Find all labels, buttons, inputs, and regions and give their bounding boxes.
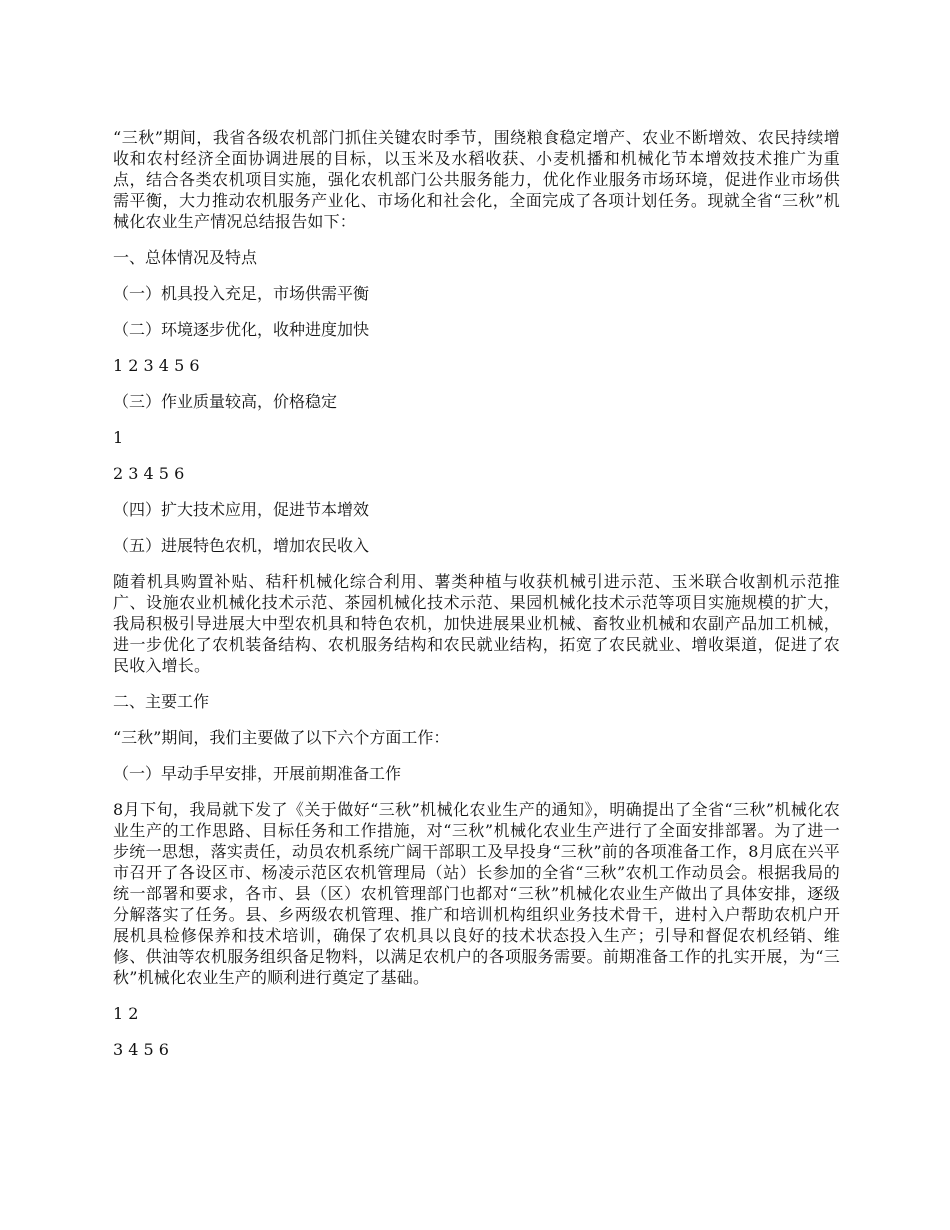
page-numbers-c: 2 3 4 5 6 [113,464,185,483]
preparation-paragraph: 8月下旬，我局就下发了《关于做好“三秋”机械化农业生产的通知》，明确提出了全省“三秋”机械化农业生产的工作思路、目标任务和工作措施，对“三秋”机械化农业生产进行了全面安排部署。为了进一步统一思想，落实责任，动员农机系统广阔干部职工及早投身“三秋”前的各项准备工作，8月底在兴平市召开了各设区市、杨凌示范区农机管理局（站）长参加的全省“三秋”农机工作动员会。根据我局的统一部署和要求，各市、县（区）农机管理部门也都对“三秋”机械化农业生产做出了具体安排，逐级分解落实了任务。县、乡两级农机管理、推广和培训机构组织业务技术骨干，进村入户帮助农机户开展机具检修保养和技术培训，确保了农机具以良好的技术状态投入生产；引导和督促农机经销、维修、供油等农机服务组织备足物料，以满足农机户的各项服务需要。前期准备工作的扎实开展，为“三秋”机械化农业生产的顺利进行奠定了基础。 [113,800,840,987]
section-1-item-5: （五）进展特色农机，增加农民收入 [113,536,370,555]
section-2-intro: “三秋”期间，我们主要做了以下六个方面工作： [113,728,450,747]
page-numbers-b: 1 [113,428,124,447]
section-1-heading: 一、总体情况及特点 [113,248,258,267]
section-1-item-3: （三）作业质量较高，价格稳定 [113,392,338,411]
section-2-heading: 二、主要工作 [113,692,210,711]
page-numbers-e: 3 4 5 6 [113,1040,169,1059]
section-2-item-1: （一）早动手早安排，开展前期准备工作 [113,764,402,783]
document-page [113,127,840,1060]
page-numbers-d: 1 2 [113,1004,139,1023]
section-1-item-2: （二）环境逐步优化，收种进度加快 [113,320,370,339]
intro-paragraph: “三秋”期间，我省各级农机部门抓住关键农时季节，围绕粮食稳定增产、农业不断增效、农民持续增收和农村经济全面协调进展的目标，以玉米及水稻收获、小麦机播和机械化节本增效技术推广为重点，结合各类农机项目实施，强化农机部门公共服务能力，优化作业服务市场环境，促进作业市场供需平衡，大力推动农机服务产业化、市场化和社会化，全面完成了各项计划任务。现就全省“三秋”机械化农业生产情况总结报告如下： [113,128,840,231]
section-1-item-4: （四）扩大技术应用，促进节本增效 [113,500,370,519]
page-numbers-a: 1 2 3 4 5 6 [113,356,200,375]
income-paragraph: 随着机具购置补贴、秸秆机械化综合利用、薯类种植与收获机械引进示范、玉米联合收割机示范推广、设施农业机械化技术示范、茶园机械化技术示范、果园机械化技术示范等项目实施规模的扩大，我局积极引导进展大中型农机具和特色农机，加快进展果业机械、畜牧业机械和农副产品加工机械，进一步优化了农机装备结构、农机服务结构和农民就业结构，拓宽了农民就业、增收渠道，促进了农民收入增长。 [113,572,840,675]
section-1-item-1: （一）机具投入充足，市场供需平衡 [113,284,370,303]
